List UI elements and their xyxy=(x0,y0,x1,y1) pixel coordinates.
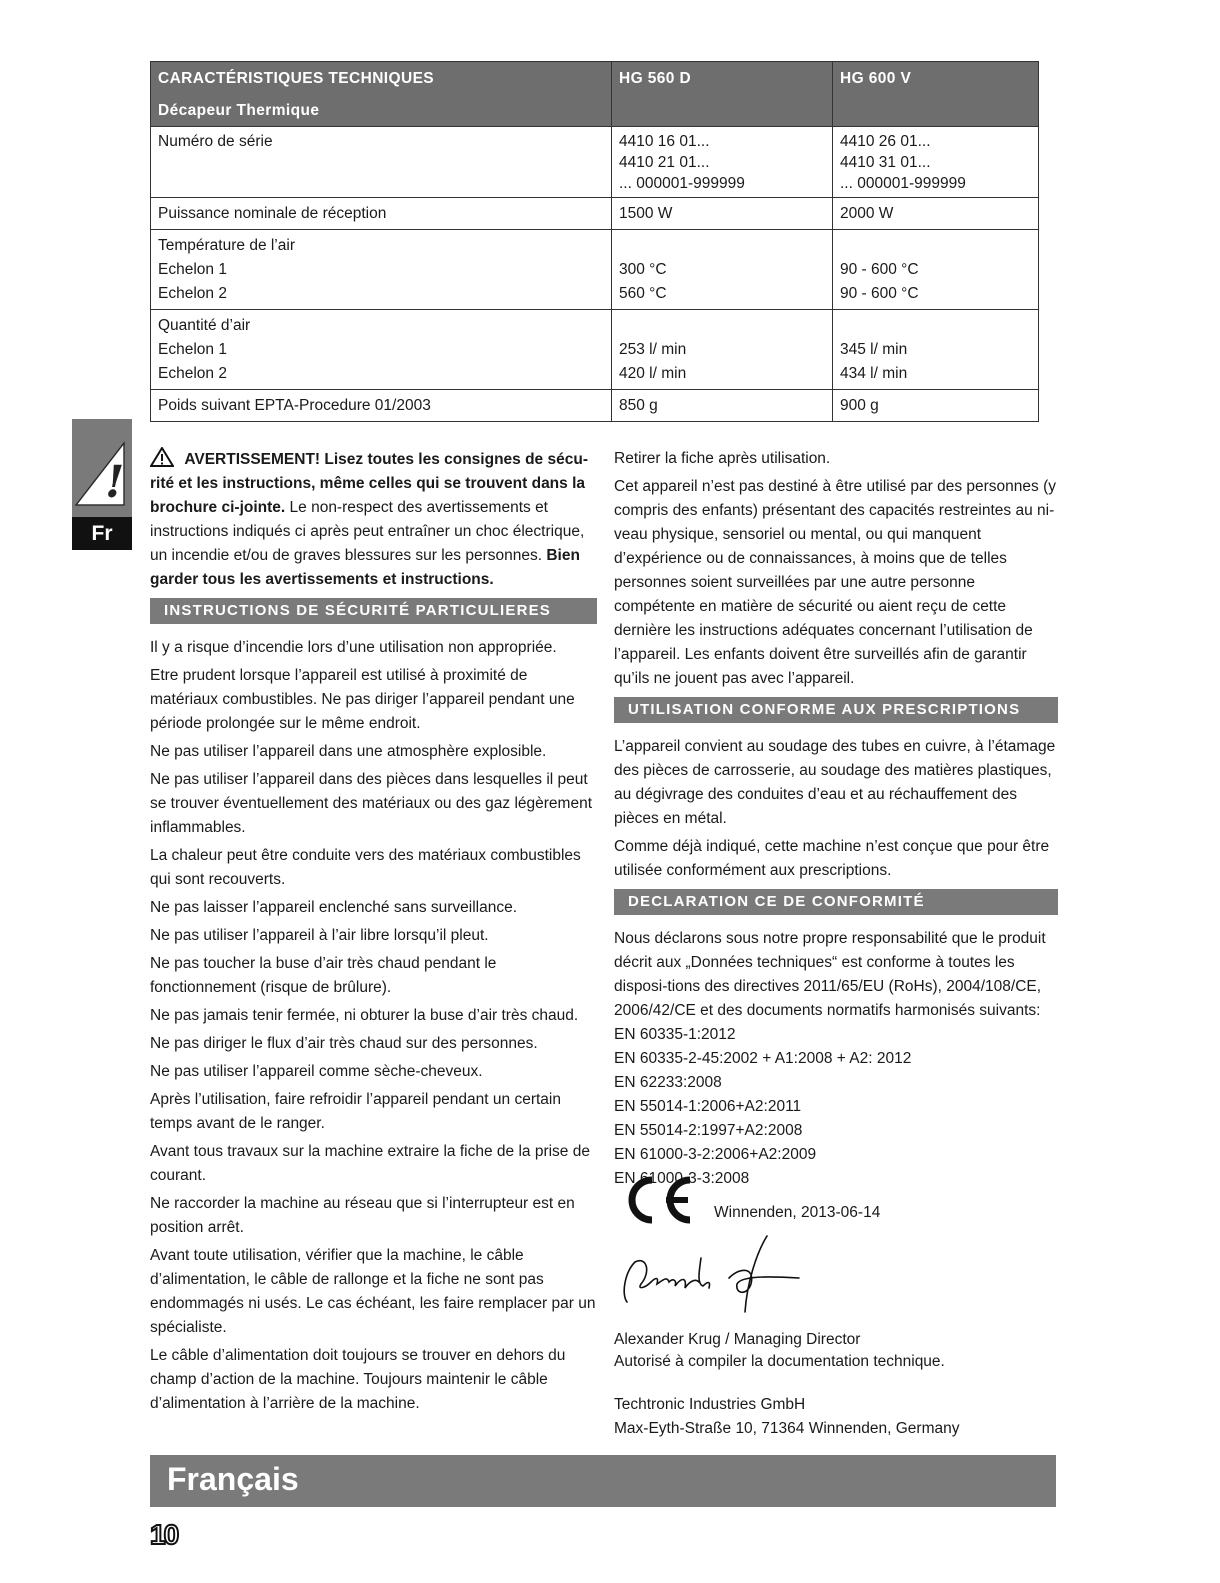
cell-line: 4410 16 01... xyxy=(619,133,710,150)
ce-mark-logo xyxy=(616,1176,696,1224)
cell-line: Température de l’air xyxy=(158,237,295,254)
spec-title: CARACTÉRISTIQUES TECHNIQUES xyxy=(158,70,435,87)
cell-line: 4410 26 01... xyxy=(840,133,931,150)
spec-value-model-1 xyxy=(612,230,833,310)
safety-instruction: Ne pas jamais tenir fermée, ni obturer la buse d’air très chaud. xyxy=(150,1007,579,1024)
spec-row xyxy=(151,230,1039,310)
cell-line: 900 g xyxy=(840,397,879,414)
svg-text:!: ! xyxy=(105,457,125,508)
ce-declaration: Nous déclarons sous notre propre responsabilité que le produit décrit aux „Données techniques“ est conforme à toutes les disposi-tions des directives 2011/65/EU (RoHs), 2004/108/CE, 2006/42/CE et des documents normatifs harmonisés suivants: xyxy=(614,930,1046,1019)
spec-subtitle: Décapeur Thermique xyxy=(158,102,320,119)
use-text xyxy=(614,735,1058,883)
cell-line xyxy=(840,314,1031,338)
spec-row xyxy=(151,390,1039,422)
spec-body xyxy=(151,127,1039,422)
cell-line: Puissance nominale de réception xyxy=(158,205,387,222)
spec-value-model-2 xyxy=(833,127,1039,198)
company-name: Techtronic Industries GmbH xyxy=(614,1396,806,1413)
spec-header-model-1: HG 560 D xyxy=(612,62,833,127)
use-heading: UTILISATION CONFORME AUX PRESCRIPTIONS xyxy=(614,697,1058,723)
safety-instruction: Ne raccorder la machine au réseau que si l’interrupteur est en position arrêt. xyxy=(150,1195,575,1236)
intro-paragraph: Cet appareil n’est pas destiné à être utilisé par des personnes (y compris des enfants) présentant des capacités restreintes au ni-veau physique, sensoriel ou mental, ou qui manquent d’expérience ou de connaissances, à moins que de telles personnes soient surveillées par une autre personne compétente en matière de sécurité ou aient reçu de cette dernière les instructions adéquates concernant l’utilisation de l’appareil. Les enfants doivent être surveillés afin de garantir qu’ils ne jouent pas avec l’appareil. xyxy=(614,478,1056,687)
spec-header-title xyxy=(151,62,612,127)
cell-line: Numéro de série xyxy=(158,133,273,150)
spec-row xyxy=(151,127,1039,198)
safety-instruction: Etre prudent lorsque l’appareil est utilisé à proximité de matériaux combustibles. Ne pas diriger l’appareil pendant une période prolongée sur le même endroit. xyxy=(150,667,575,732)
safety-instructions xyxy=(150,636,597,1416)
spec-value-model-1 xyxy=(612,310,833,390)
cell-line: ... 000001-999999 xyxy=(619,175,745,192)
intro-text xyxy=(614,447,1058,691)
safety-instruction: Ne pas laisser l’appareil enclenché sans surveillance. xyxy=(150,899,518,916)
cell-line: Echelon 2 xyxy=(158,285,227,302)
cell-line: ... 000001-999999 xyxy=(840,175,966,192)
ce-heading: DECLARATION CE DE CONFORMITÉ xyxy=(614,889,1058,915)
company-address: Max-Eyth-Straße 10, 71364 Winnenden, Germany xyxy=(614,1420,960,1437)
safety-instruction: Ne pas diriger le flux d’air très chaud sur des personnes. xyxy=(150,1035,538,1052)
spec-value-model-2 xyxy=(833,230,1039,310)
spec-label xyxy=(151,198,612,230)
cell-line: 420 l/ min xyxy=(619,365,687,382)
caution-icon xyxy=(150,451,184,468)
cell-line: 2000 W xyxy=(840,205,894,222)
spec-value-model-2 xyxy=(833,310,1039,390)
cell-line: Echelon 1 xyxy=(158,341,227,358)
safety-instruction: Après l’utilisation, faire refroidir l’appareil pendant un certain temps avant de le ranger. xyxy=(150,1091,561,1132)
safety-instruction: Ne pas utiliser l’appareil dans des pièces dans lesquelles il peut se trouver éventuellement des matériaux ou des gaz légèrement inflammables. xyxy=(150,771,592,836)
safety-instruction: Avant toute utilisation, vérifier que la machine, le câble d’alimentation, le câble de rallonge et la fiche ne sont pas endommagés ni usés. Le cas échéant, les faire remplacer par un spécialiste. xyxy=(150,1247,596,1336)
cell-line: Poids suivant EPTA-Procedure 01/2003 xyxy=(158,397,431,414)
footer-language: Français xyxy=(167,1461,299,1497)
safety-instruction: Il y a risque d’incendie lors d’une utilisation non appropriée. xyxy=(150,639,557,656)
spec-label xyxy=(151,390,612,422)
spec-table xyxy=(150,61,1039,422)
warning-text: Le non-respect des avertissements et instructions indiqués ci après peut entraîner un choc électrique, un incendie et/ou de graves blessures sur les personnes. xyxy=(150,499,585,564)
warning-paragraph xyxy=(150,447,597,592)
company-block xyxy=(614,1393,959,1441)
spec-row xyxy=(151,198,1039,230)
cell-line: 253 l/ min xyxy=(619,341,687,358)
standard-item: EN 61000-3-2:2006+A2:2009 xyxy=(614,1146,817,1163)
language-footer xyxy=(150,1455,1056,1507)
spec-label xyxy=(151,230,612,310)
standard-item: EN 55014-2:1997+A2:2008 xyxy=(614,1122,803,1139)
cell-line xyxy=(619,314,825,338)
cell-line: 850 g xyxy=(619,397,658,414)
spec-value-model-1 xyxy=(612,127,833,198)
cell-line: 90 - 600 °C xyxy=(840,261,919,278)
place-date: Winnenden, 2013-06-14 xyxy=(714,1204,881,1221)
spec-value-model-1 xyxy=(612,198,833,230)
page-number: 10 xyxy=(150,1519,178,1550)
warning-triangle-icon xyxy=(72,419,132,517)
signature-image xyxy=(617,1232,807,1318)
cell-line: 90 - 600 °C xyxy=(840,285,919,302)
standards-list xyxy=(614,1023,1058,1191)
standard-item: EN 62233:2008 xyxy=(614,1074,722,1091)
safety-instruction: Ne pas utiliser l’appareil à l’air libre lorsqu’il pleut. xyxy=(150,927,489,944)
signer-name: Alexander Krug / Managing Director xyxy=(614,1331,861,1348)
standard-item: EN 60335-1:2012 xyxy=(614,1026,736,1043)
intro-paragraph: Retirer la fiche après utilisation. xyxy=(614,450,831,467)
spec-label xyxy=(151,310,612,390)
warning-keep: Bien garder tous les avertissements et instructions. xyxy=(150,547,580,588)
right-column xyxy=(614,447,1058,1191)
cell-line xyxy=(840,234,1031,258)
cell-line: 560 °C xyxy=(619,285,667,302)
spec-value-model-2 xyxy=(833,390,1039,422)
safety-instruction: Le câble d’alimentation doit toujours se trouver en dehors du champ d’action de la machine. Toujours maintenir le câble d’alimentation à l’arrière de la machine. xyxy=(150,1347,566,1412)
spec-value-model-1 xyxy=(612,390,833,422)
left-column xyxy=(150,447,597,1420)
language-badge xyxy=(72,419,132,550)
cell-line: Echelon 2 xyxy=(158,365,227,382)
signer-role: Autorisé à compiler la documentation technique. xyxy=(614,1353,945,1370)
use-paragraph: Comme déjà indiqué, cette machine n’est conçue que pour être utilisée conformément aux prescriptions. xyxy=(614,838,1050,879)
cell-line: 4410 31 01... xyxy=(840,154,931,171)
cell-line: 4410 21 01... xyxy=(619,154,710,171)
spec-value-model-2 xyxy=(833,198,1039,230)
cell-line: Echelon 1 xyxy=(158,261,227,278)
cell-line: 1500 W xyxy=(619,205,673,222)
spec-header-row xyxy=(151,62,1039,127)
cell-line: 345 l/ min xyxy=(840,341,908,358)
safety-instruction: Ne pas utiliser l’appareil dans une atmosphère explosible. xyxy=(150,743,547,760)
cell-line: 300 °C xyxy=(619,261,667,278)
signer-block xyxy=(614,1329,945,1373)
safety-instruction: Ne pas toucher la buse d’air très chaud pendant le fonctionnement (risque de brûlure). xyxy=(150,955,497,996)
safety-heading: INSTRUCTIONS DE SÉCURITÉ PARTICULIERES xyxy=(150,598,597,624)
standard-item: EN 55014-1:2006+A2:2011 xyxy=(614,1098,802,1115)
safety-instruction: Ne pas utiliser l’appareil comme sèche-cheveux. xyxy=(150,1063,483,1080)
warning-bold: AVERTISSEMENT! Lisez toutes les consignes de sécu-rité et les instructions, même celles qui se trouvent dans la brochure ci-jointe. xyxy=(150,451,588,516)
language-code: Fr xyxy=(72,517,132,550)
spec-row xyxy=(151,310,1039,390)
spec-header-model-2: HG 600 V xyxy=(833,62,1039,127)
safety-instruction: Avant tous travaux sur la machine extraire la fiche de la prise de courant. xyxy=(150,1143,590,1184)
spec-label xyxy=(151,127,612,198)
safety-instruction: La chaleur peut être conduite vers des matériaux combustibles qui sont recouverts. xyxy=(150,847,581,888)
cell-line xyxy=(619,234,825,258)
standard-item: EN 60335-2-45:2002 + A1:2008 + A2: 2012 xyxy=(614,1050,912,1067)
cell-line: 434 l/ min xyxy=(840,365,908,382)
standard-item: EN 61000-3-3:2008 xyxy=(614,1170,750,1187)
use-paragraph: L’appareil convient au soudage des tubes en cuivre, à l’étamage des pièces de carrosserie, au soudage des matières plastiques, au dégivrage des conduites d’eau et au réchauffement des pièces en métal. xyxy=(614,738,1056,827)
cell-line: Quantité d’air xyxy=(158,317,251,334)
